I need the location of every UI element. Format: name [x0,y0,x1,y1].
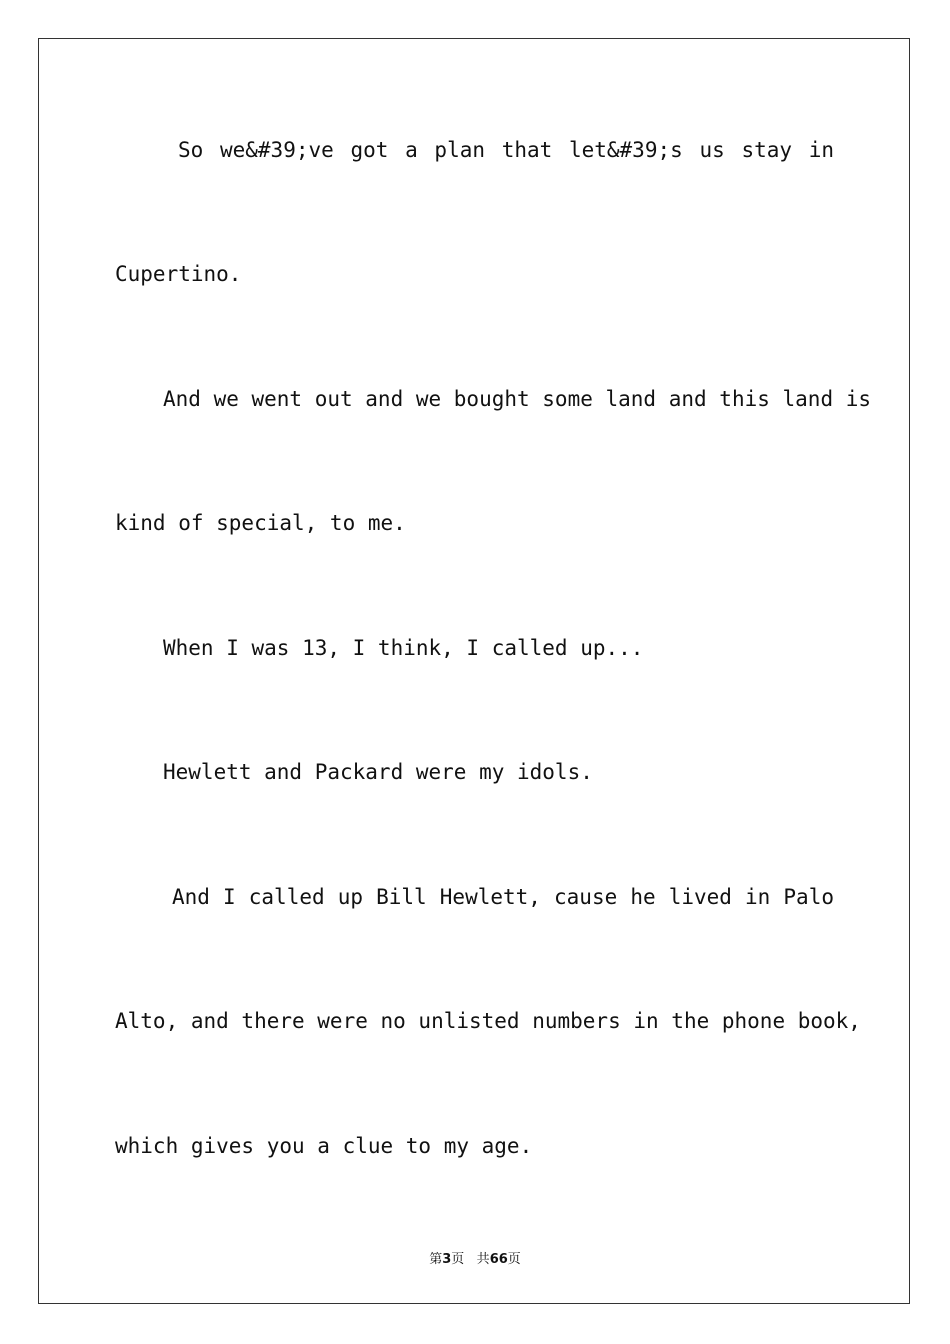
paragraph-line-9: which gives you a clue to my age. [115,1134,533,1158]
paragraph-line-8: Alto, and there were no unlisted numbers in the phone book, [115,1009,861,1033]
footer-page-unit: 页 [451,1252,465,1267]
footer-total-prefix: 共 [476,1252,490,1267]
paragraph-line-3: And we went out and we bought some land and this land is [163,387,872,411]
paragraph-line-7: And I called up Bill Hewlett, cause he lived in Palo [172,885,834,909]
page-footer [0,1248,950,1267]
paragraph-line-2: Cupertino. [115,262,242,286]
footer-total-unit: 页 [507,1252,521,1267]
page-frame [38,38,910,1304]
footer-prefix: 第 [429,1252,443,1267]
paragraph-line-5: When I was 13, I think, I called up... [163,636,644,660]
paragraph-line-6: Hewlett and Packard were my idols. [163,760,593,784]
current-page-number: 3 [442,1252,452,1267]
paragraph-line-4: kind of special, to me. [115,511,406,535]
paragraph-line-1: So we&#39;ve got a plan that let&#39;s us stay in [178,138,834,162]
total-page-count: 66 [489,1252,508,1267]
